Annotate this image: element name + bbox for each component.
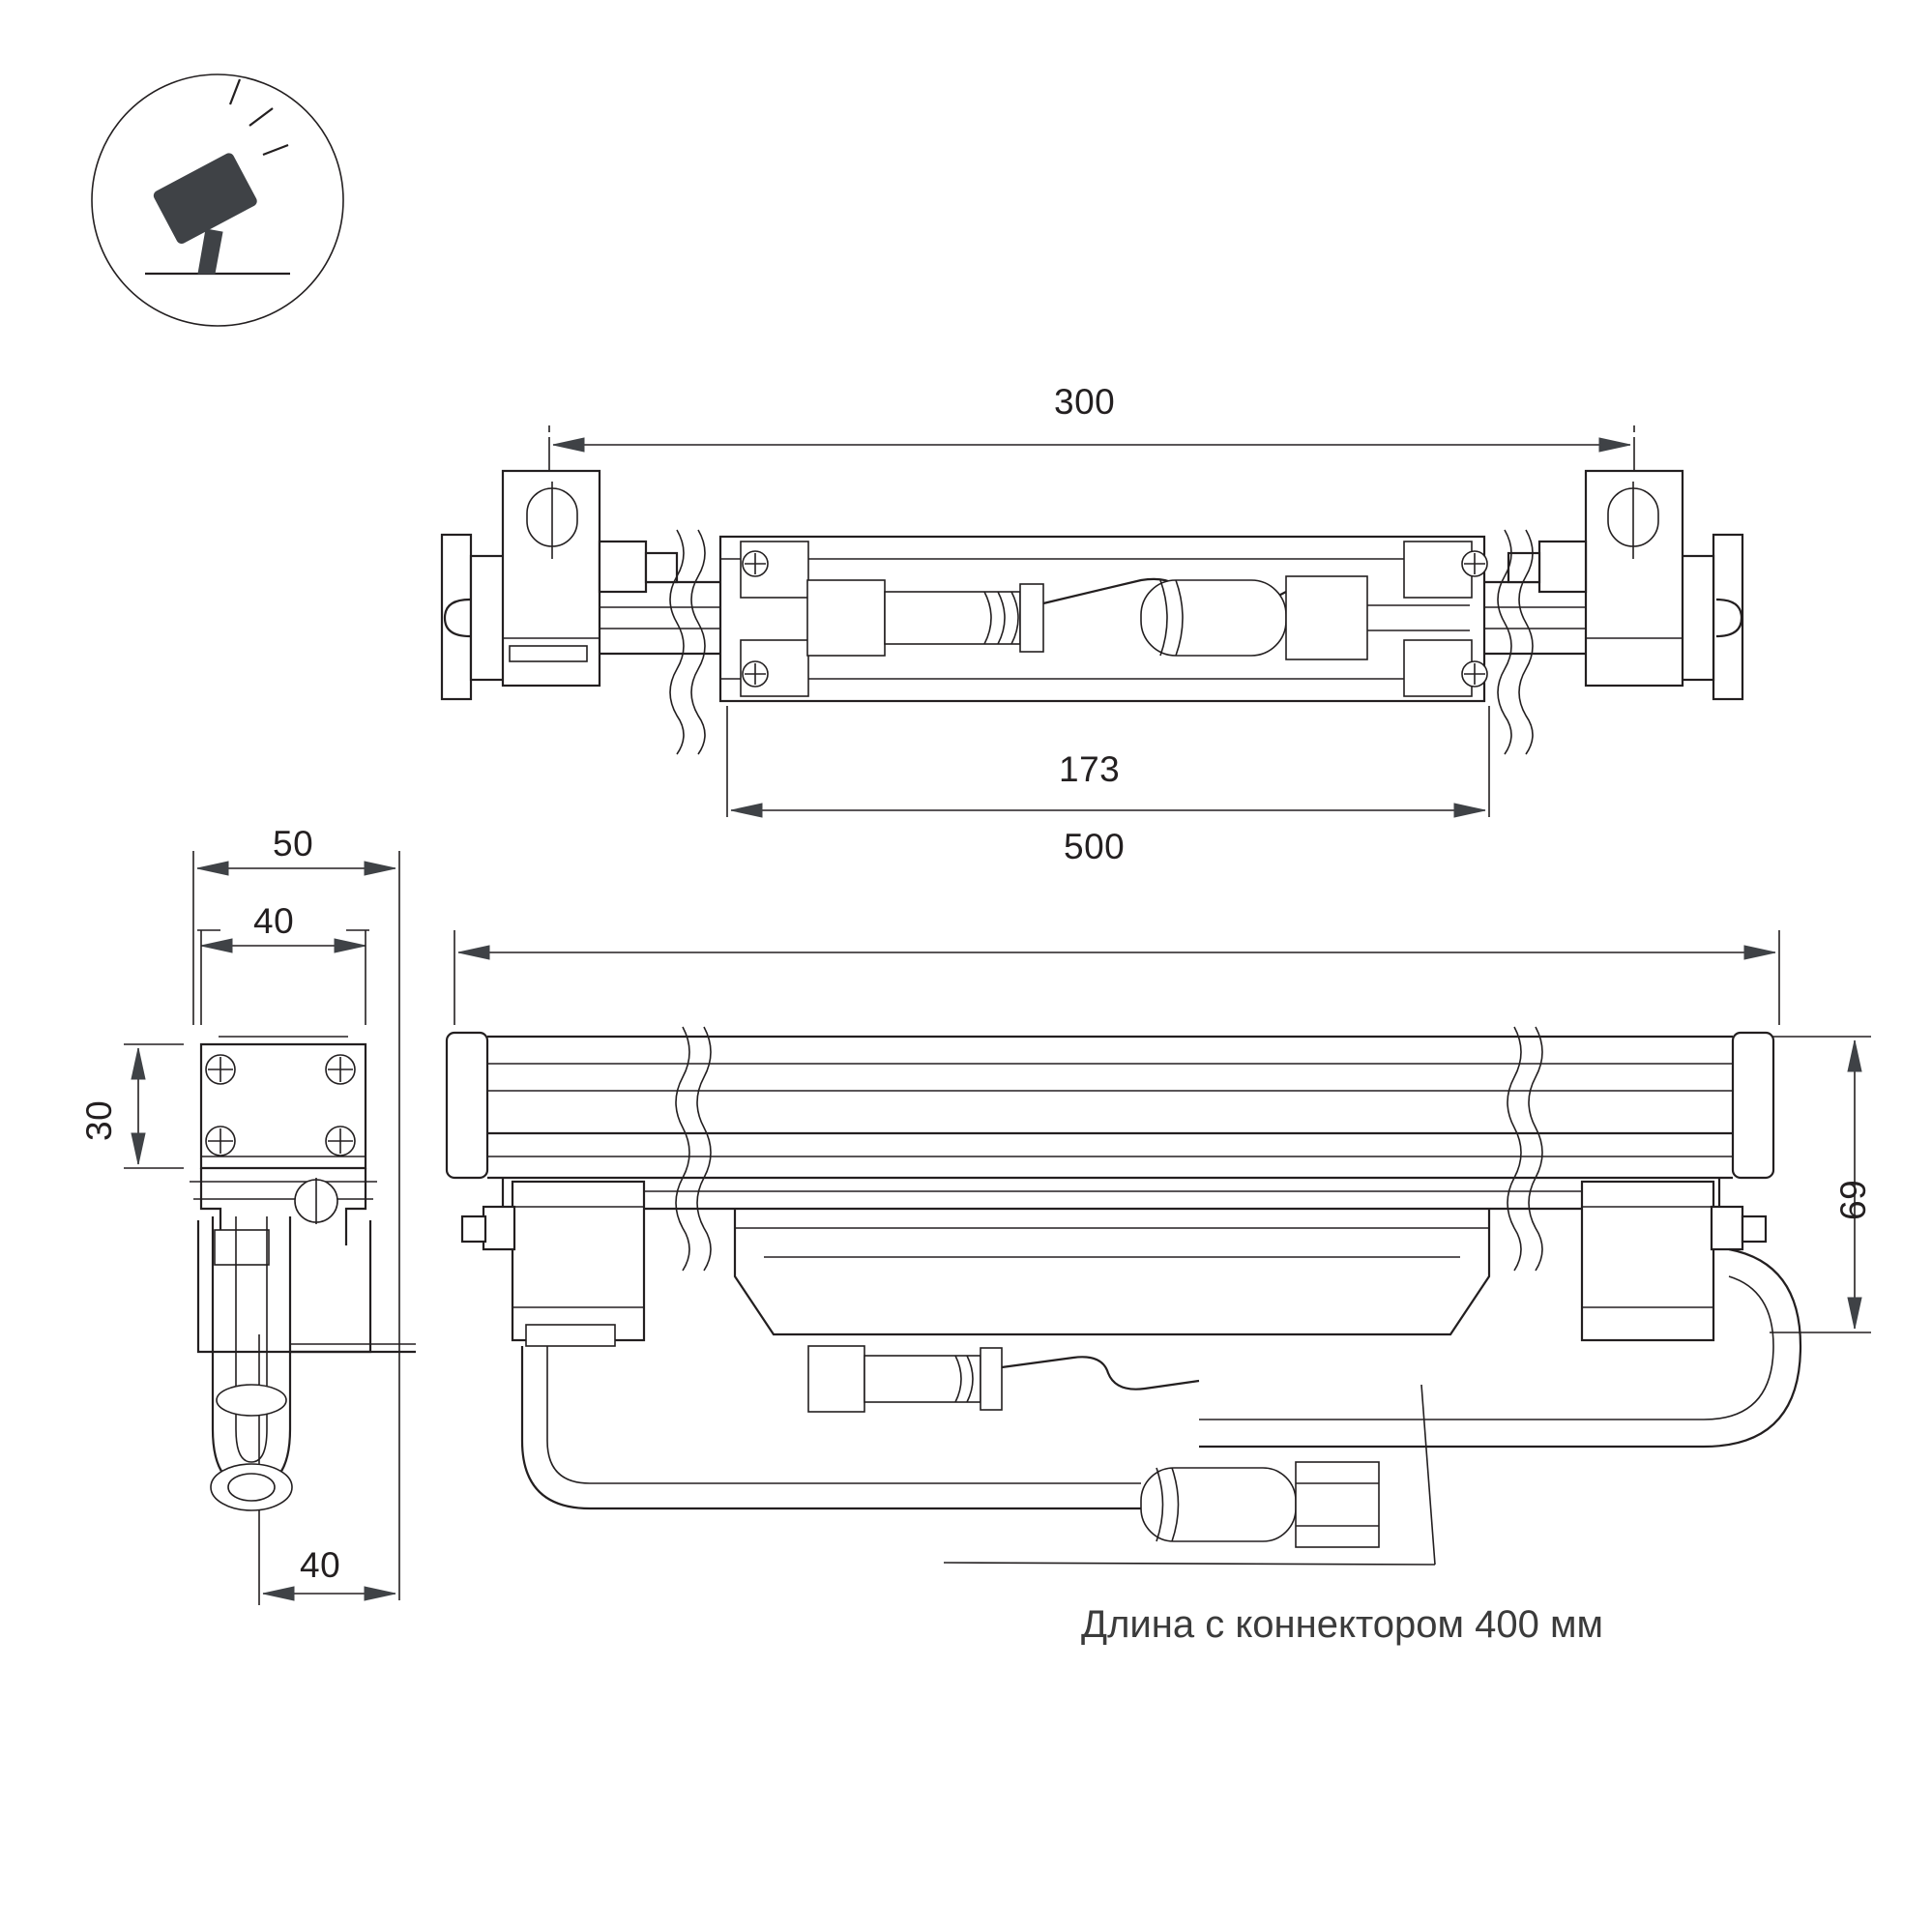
- dim-label-173: 173: [1059, 749, 1121, 789]
- dim-label-50: 50: [273, 824, 314, 864]
- main-connector-lower: [1141, 1462, 1379, 1547]
- dim-label-300: 300: [1054, 382, 1116, 422]
- connector-length-note: Длина с коннектором 400 мм: [1081, 1603, 1603, 1646]
- dimension-500: [454, 930, 1779, 1025]
- dim-label-69: 69: [1833, 1179, 1873, 1220]
- dim-label-30: 30: [79, 1099, 119, 1141]
- dim-label-40-bottom: 40: [300, 1545, 341, 1585]
- main-view-body: [447, 1027, 1800, 1565]
- main-connector-upper: [808, 1346, 1199, 1412]
- main-bracket-right: [1582, 1182, 1766, 1340]
- dim-label-40-top: 40: [253, 901, 295, 941]
- dim-label-500: 500: [1064, 827, 1126, 866]
- main-bracket-left: [462, 1182, 644, 1346]
